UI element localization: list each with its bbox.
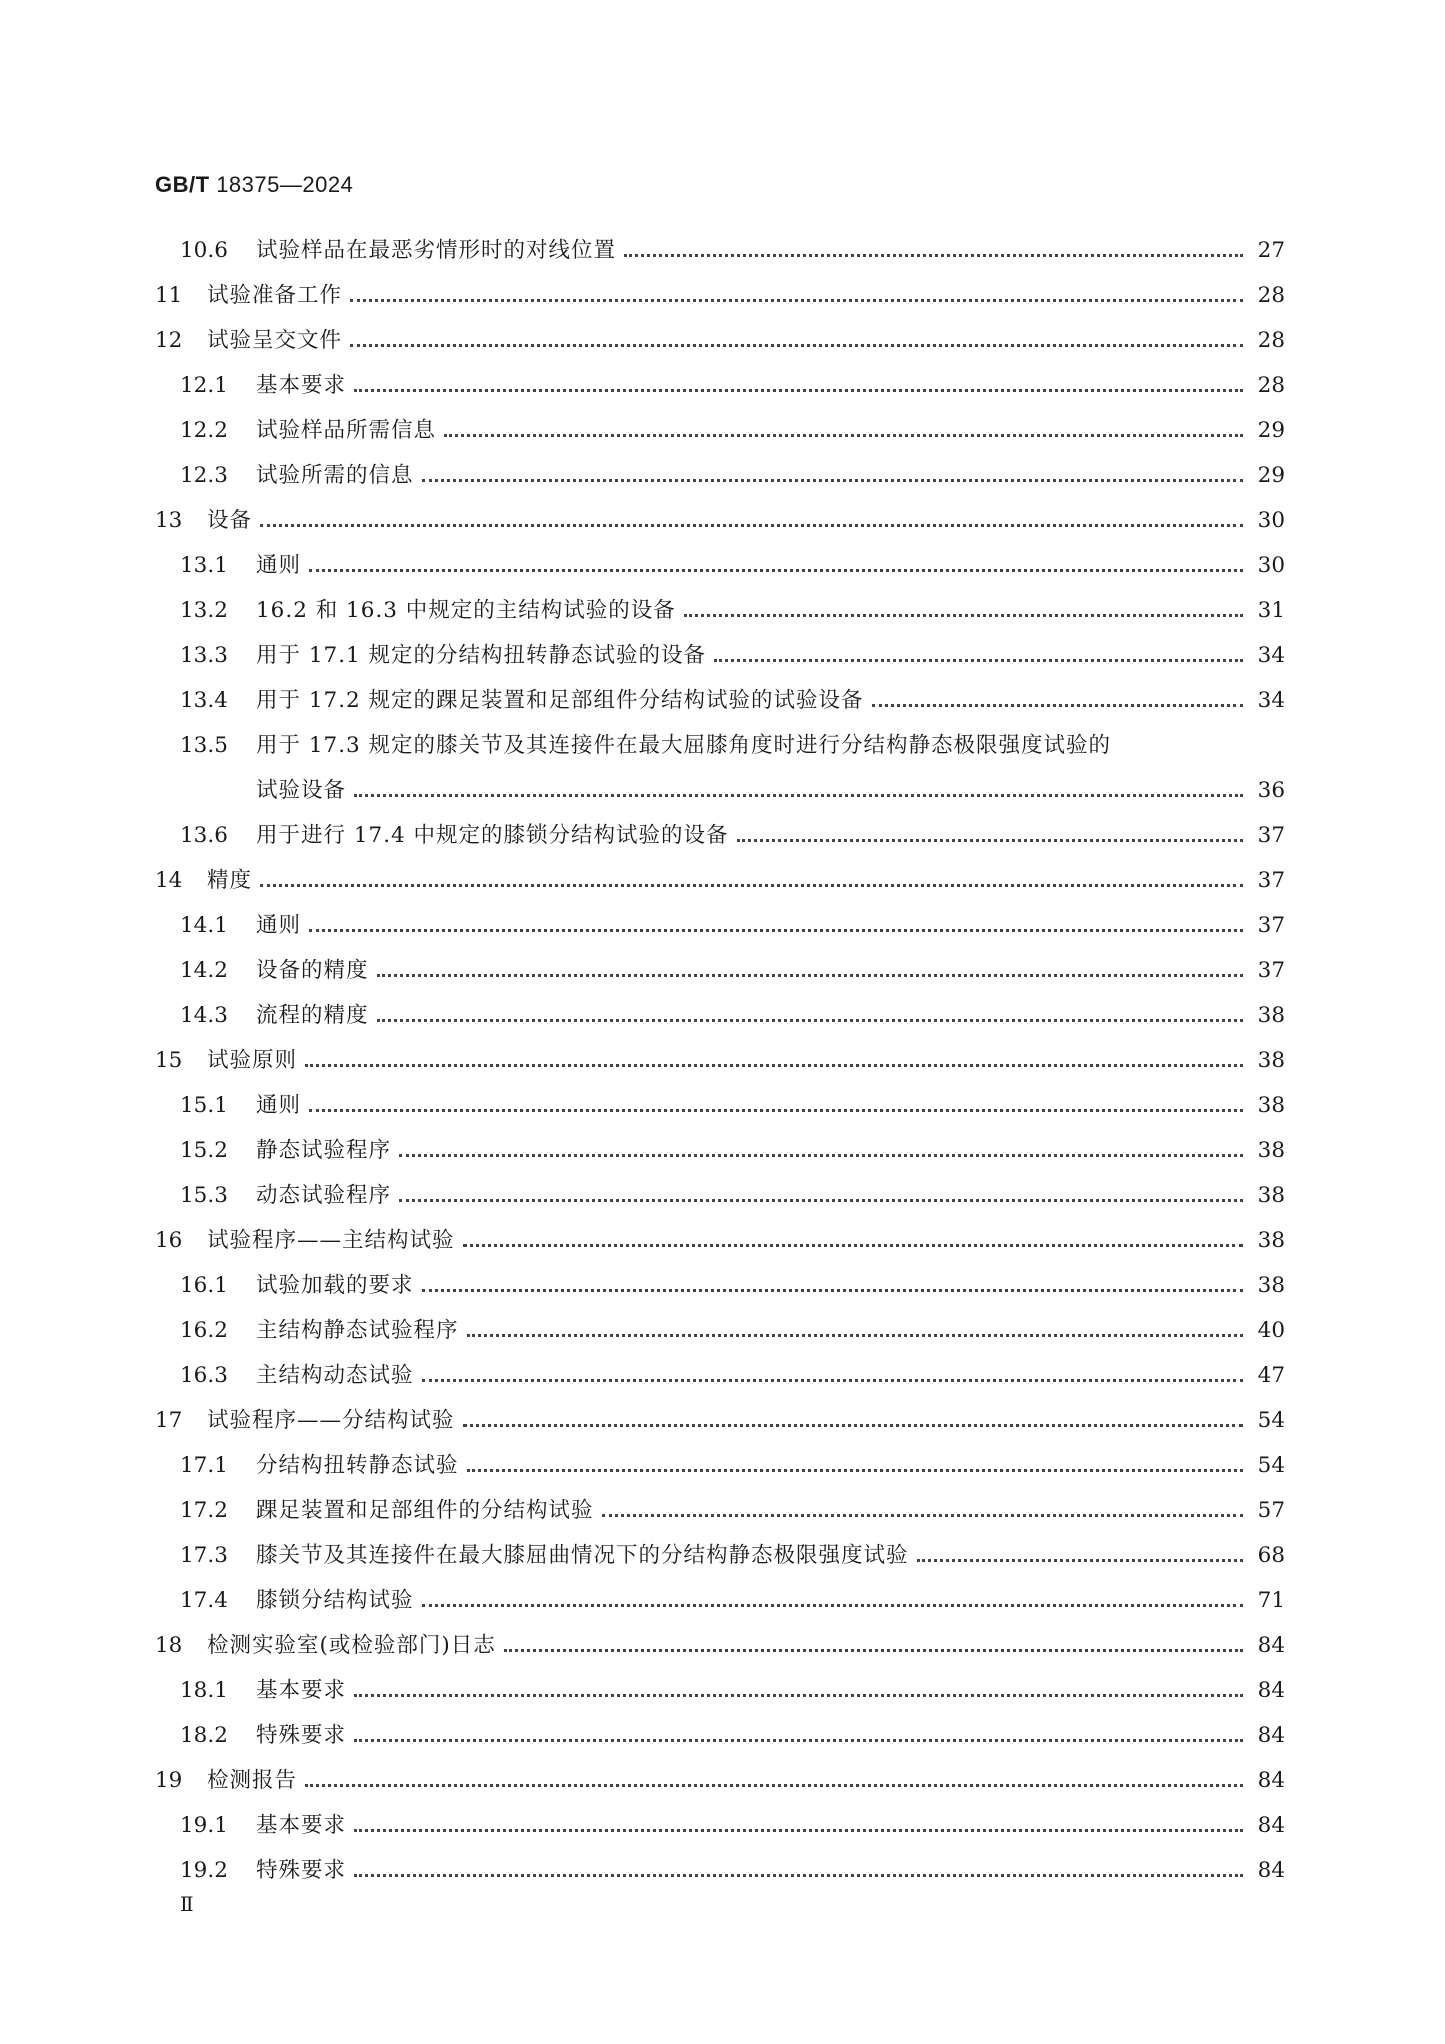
toc-entry[interactable] [155,1268,1285,1313]
toc-entry-number: 17.4 [180,1588,228,1613]
standard-code: GB/T [155,172,210,197]
toc-entry-number: 17.1 [180,1453,228,1478]
toc-entry-page: 28 [1257,283,1285,308]
toc-entry-page: 28 [1257,328,1285,353]
toc-entry-page: 30 [1257,508,1285,533]
toc-entry-title: 检测实验室(或检验部门)日志 [207,1633,496,1658]
toc-entry-page: 34 [1257,643,1285,668]
toc-entry-number: 19 [155,1768,183,1793]
toc-leader-dots [377,1019,1243,1022]
toc-leader-dots [354,1694,1243,1697]
toc-entry-title: 试验样品在最恶劣情形时的对线位置 [256,238,617,263]
toc-entry[interactable] [155,458,1285,503]
toc-entry-title: 特殊要求 [256,1723,347,1748]
toc-entry-title: 试验所需的信息 [256,463,414,488]
toc-entry[interactable] [155,1223,1285,1268]
toc-entry-title: 检测报告 [207,1768,298,1793]
toc-entry[interactable] [155,998,1285,1043]
toc-entry-page: 84 [1257,1813,1285,1838]
toc-entry-number: 12.3 [180,463,228,488]
toc-leader-dots [354,1739,1243,1742]
toc-entry[interactable] [155,1763,1285,1808]
toc-leader-dots [399,1199,1243,1202]
toc-leader-dots [422,1604,1243,1607]
toc-leader-dots [260,884,1243,887]
toc-entry[interactable] [155,1178,1285,1223]
toc-entry-page: 37 [1257,913,1285,938]
toc-entry-title: 通则 [256,913,302,938]
toc-entry-page: 84 [1257,1858,1285,1883]
toc-leader-dots [624,254,1243,257]
toc-entry[interactable] [155,1313,1285,1358]
toc-entry[interactable] [155,728,1285,773]
toc-entry-page: 31 [1257,598,1285,623]
toc-entry-number: 18.1 [180,1678,228,1703]
toc-entry-page: 71 [1257,1588,1285,1613]
toc-entry-title: 16.2 和 16.3 中规定的主结构试验的设备 [256,598,676,623]
toc-leader-dots [737,839,1243,842]
toc-entry[interactable] [155,1088,1285,1133]
toc-entry-title: 基本要求 [256,373,347,398]
toc-entry-number: 18 [155,1633,183,1658]
toc-entry-number: 16.1 [180,1273,228,1298]
toc-leader-dots [377,974,1243,977]
toc-leader-dots [399,1154,1243,1157]
toc-entry-page: 84 [1257,1633,1285,1658]
toc-entry-title: 试验程序——分结构试验 [207,1408,455,1433]
toc-entry-number: 17.2 [180,1498,228,1523]
toc-entry-title: 试验呈交文件 [207,328,343,353]
toc-entry-title: 设备的精度 [256,958,369,983]
toc-leader-dots [260,524,1243,527]
toc-entry-number: 10.6 [180,238,228,263]
toc-leader-dots [309,929,1243,932]
toc-entry-number: 12.2 [180,418,228,443]
toc-leader-dots [350,344,1243,347]
toc-entry[interactable] [155,233,1285,278]
toc-entry[interactable] [155,1043,1285,1088]
toc-leader-dots [354,794,1243,797]
toc-entry-number: 16 [155,1228,183,1253]
toc-entry-title: 膝锁分结构试验 [256,1588,414,1613]
toc-entry-number: 15 [155,1048,183,1073]
toc-leader-dots [463,1424,1243,1427]
toc-entry-title: 用于进行 17.4 中规定的膝锁分结构试验的设备 [256,823,729,848]
toc-leader-dots [422,479,1243,482]
toc-entry-page: 37 [1257,823,1285,848]
toc-entry-number: 15.1 [180,1093,228,1118]
toc-entry-number: 13.1 [180,553,228,578]
toc-entry-number: 11 [155,283,183,308]
toc-entry-page: 30 [1257,553,1285,578]
toc-entry-number: 16.3 [180,1363,228,1388]
toc-leader-dots [350,299,1243,302]
toc-leader-dots [354,1874,1243,1877]
document-header [155,172,353,198]
toc-leader-dots [305,1784,1243,1787]
toc-entry-page: 27 [1257,238,1285,263]
toc-entry-title: 试验样品所需信息 [256,418,437,443]
toc-entry-page: 38 [1257,1093,1285,1118]
toc-entry-number: 17 [155,1408,183,1433]
toc-entry-page: 84 [1257,1678,1285,1703]
toc-entry-number: 15.2 [180,1138,228,1163]
toc-leader-dots [444,434,1243,437]
toc-entry-number: 14 [155,868,183,893]
toc-entry[interactable] [155,413,1285,458]
toc-entry-number: 12.1 [180,373,228,398]
toc-entry-title: 用于 17.1 规定的分结构扭转静态试验的设备 [256,643,707,668]
toc-entry-page: 38 [1257,1003,1285,1028]
toc-entry-number: 13.5 [180,733,228,758]
toc-entry[interactable] [155,683,1285,728]
toc-leader-dots [422,1379,1243,1382]
toc-entry-page: 84 [1257,1768,1285,1793]
toc-entry-title: 试验原则 [207,1048,298,1073]
toc-entry[interactable] [155,908,1285,953]
toc-entry-title: 精度 [207,868,253,893]
toc-entry-title: 基本要求 [256,1678,347,1703]
toc-entry-title: 静态试验程序 [256,1138,392,1163]
toc-entry[interactable] [155,368,1285,413]
toc-entry-number: 14.2 [180,958,228,983]
toc-entry-page: 38 [1257,1183,1285,1208]
toc-leader-dots [354,1829,1243,1832]
toc-entry-title: 特殊要求 [256,1858,347,1883]
toc-entry[interactable] [155,953,1285,998]
toc-leader-dots [467,1334,1243,1337]
toc-entry-title: 膝关节及其连接件在最大膝屈曲情况下的分结构静态极限强度试验 [256,1543,909,1568]
toc-leader-dots [467,1469,1243,1472]
toc-entry-number: 14.3 [180,1003,228,1028]
toc-leader-dots [917,1559,1243,1562]
toc-entry-title: 动态试验程序 [256,1183,392,1208]
toc-leader-dots [354,389,1243,392]
toc-leader-dots [309,569,1243,572]
toc-entry-page: 84 [1257,1723,1285,1748]
toc-entry-number: 19.2 [180,1858,228,1883]
toc-entry-number: 13.2 [180,598,228,623]
toc-entry[interactable] [155,1133,1285,1178]
toc-entry[interactable] [155,1538,1285,1583]
toc-entry-page: 47 [1257,1363,1285,1388]
toc-entry-number: 19.1 [180,1813,228,1838]
toc-entry[interactable] [155,1493,1285,1538]
toc-entry-title: 踝足装置和足部组件的分结构试验 [256,1498,594,1523]
toc-leader-dots [309,1109,1243,1112]
toc-entry-title: 试验程序——主结构试验 [207,1228,455,1253]
toc-entry[interactable] [155,323,1285,368]
toc-entry[interactable] [155,1358,1285,1403]
toc-entry-title: 流程的精度 [256,1003,369,1028]
toc-entry-page: 68 [1257,1543,1285,1568]
page-number: Ⅱ [180,1892,194,1916]
toc-entry-number: 17.3 [180,1543,228,1568]
toc-entry-title: 主结构动态试验 [256,1363,414,1388]
toc-entry-page: 38 [1257,1138,1285,1163]
toc-entry-page: 54 [1257,1408,1285,1433]
toc-entry-number: 13.4 [180,688,228,713]
toc-entry-page: 38 [1257,1048,1285,1073]
standard-number: 18375—2024 [216,172,354,197]
toc-entry-page: 29 [1257,418,1285,443]
toc-entry-page: 34 [1257,688,1285,713]
toc-entry-title: 用于 17.3 规定的膝关节及其连接件在最大屈膝角度时进行分结构静态极限强度试验的 [256,733,1112,758]
toc-entry-page: 29 [1257,463,1285,488]
toc-leader-dots [504,1649,1243,1652]
toc-entry[interactable] [155,638,1285,683]
toc-entry-page: 36 [1257,778,1285,803]
toc-entry[interactable] [155,1808,1285,1853]
toc-entry-page: 54 [1257,1453,1285,1478]
toc-leader-dots [602,1514,1243,1517]
toc-entry-number: 12 [155,328,183,353]
toc-entry-number: 13.6 [180,823,228,848]
toc-entry-number: 18.2 [180,1723,228,1748]
table-of-contents [155,233,1285,1898]
toc-leader-dots [422,1289,1243,1292]
toc-entry[interactable] [155,1628,1285,1673]
toc-entry-title: 试验设备 [256,778,347,803]
toc-entry-title: 试验加载的要求 [256,1273,414,1298]
toc-entry-page: 37 [1257,958,1285,983]
toc-entry[interactable] [155,593,1285,638]
toc-entry[interactable] [155,1853,1285,1898]
toc-entry-title: 用于 17.2 规定的踝足装置和足部组件分结构试验的试验设备 [256,688,864,713]
toc-entry[interactable] [155,278,1285,323]
toc-leader-dots [305,1064,1243,1067]
toc-entry-number: 13 [155,508,183,533]
toc-entry[interactable] [155,1448,1285,1493]
toc-entry-title: 通则 [256,553,302,578]
toc-entry[interactable] [155,1718,1285,1763]
toc-entry[interactable] [155,1583,1285,1628]
toc-leader-dots [684,614,1243,617]
toc-entry-number: 13.3 [180,643,228,668]
toc-entry[interactable] [155,773,1285,818]
toc-entry-title: 通则 [256,1093,302,1118]
toc-entry-title: 基本要求 [256,1813,347,1838]
toc-leader-dots [714,659,1243,662]
toc-entry[interactable] [155,863,1285,908]
toc-entry-title: 设备 [207,508,253,533]
toc-entry[interactable] [155,503,1285,548]
toc-entry[interactable] [155,1403,1285,1448]
toc-leader-dots [463,1244,1243,1247]
toc-entry-page: 38 [1257,1273,1285,1298]
toc-entry-title: 分结构扭转静态试验 [256,1453,459,1478]
toc-entry-number: 14.1 [180,913,228,938]
toc-entry-title: 主结构静态试验程序 [256,1318,459,1343]
toc-entry-title: 试验准备工作 [207,283,343,308]
toc-entry[interactable] [155,548,1285,593]
toc-entry-number: 16.2 [180,1318,228,1343]
toc-entry-page: 40 [1257,1318,1285,1343]
toc-entry-page: 38 [1257,1228,1285,1253]
toc-entry[interactable] [155,1673,1285,1718]
toc-leader-dots [872,704,1243,707]
toc-entry-page: 57 [1257,1498,1285,1523]
toc-entry-page: 37 [1257,868,1285,893]
toc-entry[interactable] [155,818,1285,863]
toc-entry-number: 15.3 [180,1183,228,1208]
toc-entry-page: 28 [1257,373,1285,398]
